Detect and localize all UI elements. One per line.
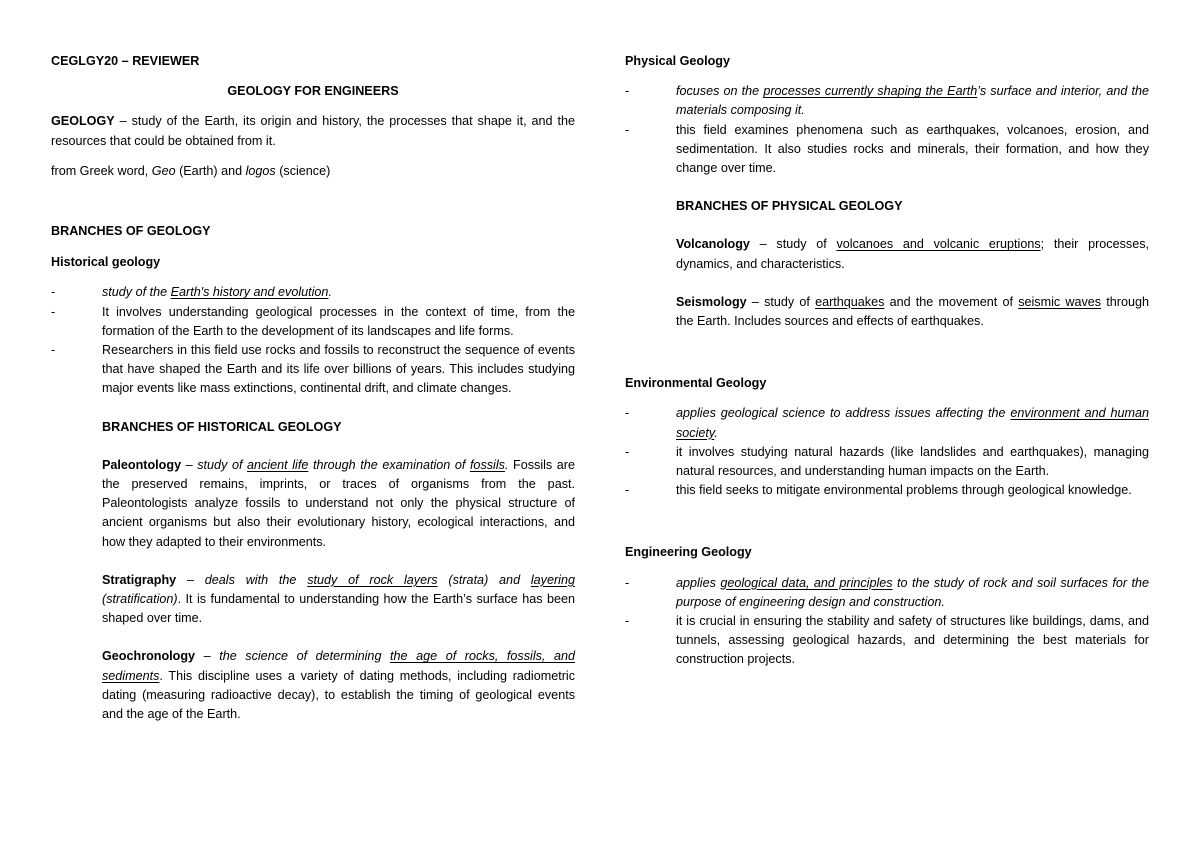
seismology-entry: Seismology – study of earthquakes and the movement of seismic waves through the Earth. Includes sources and effects of earthquakes. [676,294,1149,329]
environmental-geology-heading: Environmental Geology [625,376,767,391]
right-column [625,52,1149,670]
paleontology-entry: Paleontology – study of ancient life through the examination of fossils. Fossils are the preserved remains, imprints, or traces of organisms from the past. Paleontologists analyze fossils to understand not only the physical structure of ancient organisms but also their evolutionary history, ecological interactions, and how they adapted to their environments. [102,457,576,549]
stratigraphy-entry: Stratigraphy – deals with the study of rock layers (strata) and layering (stratification). It is fundamental to understanding how the Earth’s surface has been shaped over time. [102,572,575,626]
list-item: - Researchers in this field use rocks and fossils to reconstruct the sequence of events that have shaped the Earth and its life over billions of years. This includes studying major events like mass extinctions, continental drift, and climate changes. [51,341,575,399]
etymology: from Greek word, Geo (Earth) and logos (science) [51,163,331,178]
list-item: - focuses on the processes currently shaping the Earth’s surface and interior, and the materials composing it. [625,82,1149,120]
doc-title: GEOLOGY FOR ENGINEERS [227,84,399,99]
list-item: - study of the Earth's history and evolution. [51,283,575,302]
list-item: - this field seeks to mitigate environmental problems through geological knowledge. [625,481,1149,500]
physical-bullets [625,82,1149,178]
physical-branches-heading: BRANCHES OF PHYSICAL GEOLOGY [676,199,903,214]
environmental-bullets [625,404,1149,500]
doc-header: CEGLGY20 – REVIEWER [51,54,200,68]
left-column [51,52,575,724]
volcanology-entry: Volcanology – study of volcanoes and volcanic eruptions; their processes, dynamics, and characteristics. [676,237,1149,271]
geochronology-entry: Geochronology – the science of determining the age of rocks, fossils, and sediments. This discipline uses a variety of dating methods, including radiometric dating (measuring radioactive decay), to establish the timing of geological events and the age of the Earth. [102,649,576,722]
engineering-geology-heading: Engineering Geology [625,545,752,560]
physical-geology-heading: Physical Geology [625,54,730,68]
historical-bullets [51,283,575,398]
list-item: - applies geological data, and principles to the study of rock and soil surfaces for the purpose of engineering design and construction. [625,574,1149,612]
list-item: - it is crucial in ensuring the stability and safety of structures like buildings, dams, and tunnels, assessing geological hazards, and determining the best materials for construction projects. [625,612,1149,670]
geology-definition: GEOLOGY – study of the Earth, its origin and history, the processes that shape it, and the resources that could be obtained from it. [51,114,575,148]
historical-branches-heading: BRANCHES OF HISTORICAL GEOLOGY [102,419,342,434]
list-item: - applies geological science to address issues affecting the environment and human society. [625,404,1149,442]
list-item: - this field examines phenomena such as earthquakes, volcanoes, erosion, and sedimentation. It also studies rocks and minerals, their formation, and how they change over time. [625,121,1149,179]
list-item: - it involves studying natural hazards (like landslides and earthquakes), managing natural resources, and understanding human impacts on the Earth. [625,443,1149,481]
branches-heading: BRANCHES OF GEOLOGY [51,224,211,239]
list-item: - It involves understanding geological processes in the context of time, from the formation of the Earth to the development of its landscapes and life forms. [51,303,575,341]
historical-geology-heading: Historical geology [51,255,161,270]
engineering-bullets [625,574,1149,670]
